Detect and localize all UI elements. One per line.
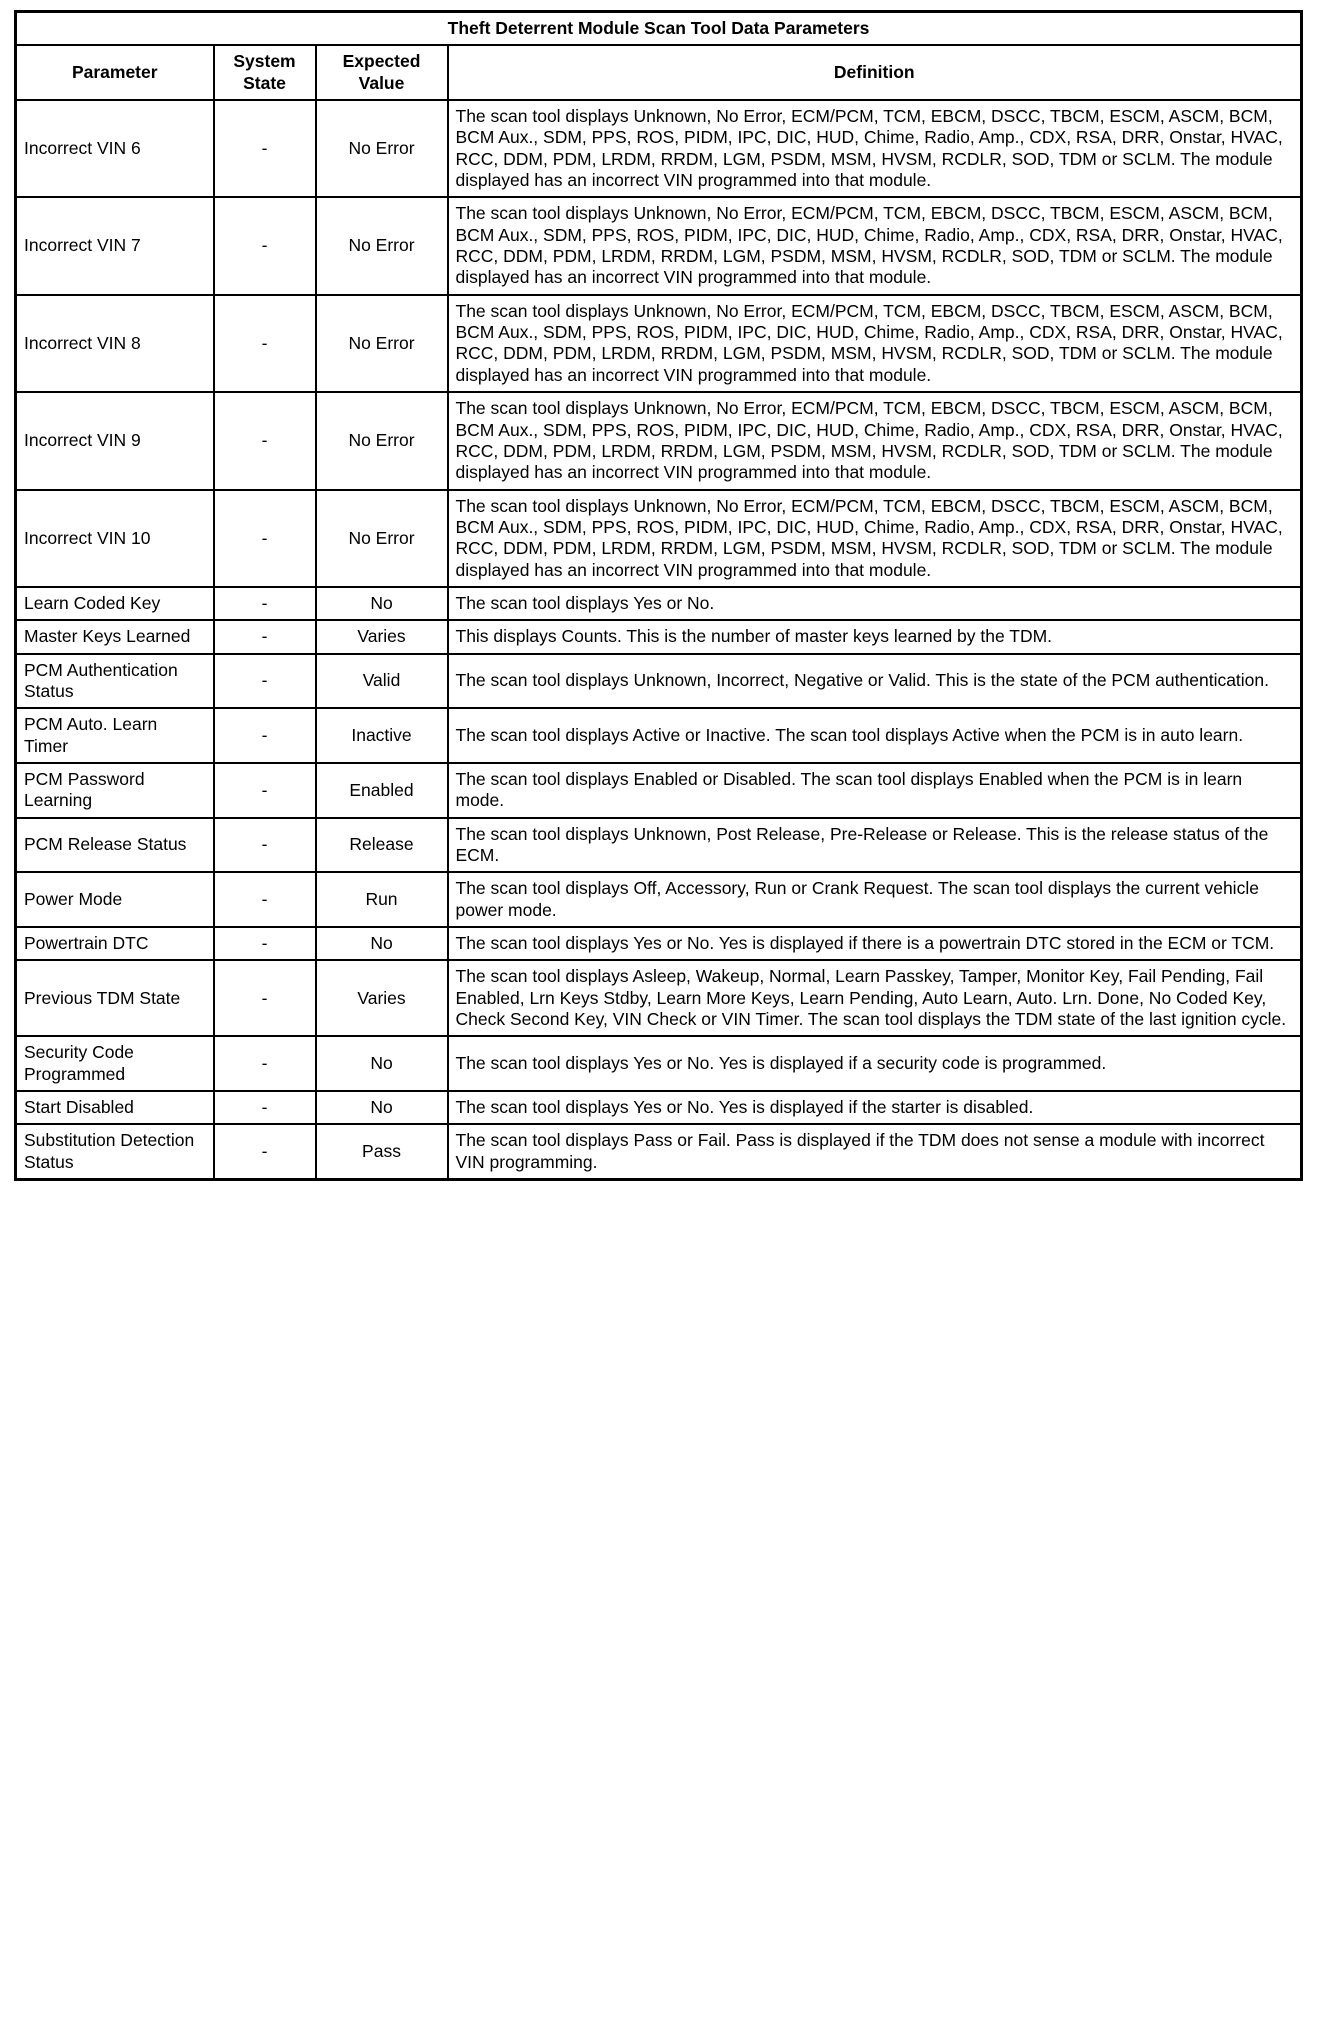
scan-tool-data-parameters-table	[14, 10, 1303, 1181]
header-expected-value-line1: Expected	[342, 51, 421, 72]
cell-expected-value: No	[316, 927, 448, 960]
cell-definition: The scan tool displays Yes or No. Yes is displayed if a security code is programmed.	[448, 1036, 1302, 1091]
header-expected-value	[316, 45, 448, 100]
table-row	[16, 1036, 1302, 1091]
table-row	[16, 654, 1302, 709]
cell-expected-value: Run	[316, 872, 448, 927]
table-row	[16, 818, 1302, 873]
table-row	[16, 100, 1302, 197]
cell-definition: The scan tool displays Unknown, Incorrect, Negative or Valid. This is the state of the PCM authentication.	[448, 654, 1302, 709]
cell-expected-value: No	[316, 587, 448, 620]
cell-system-state: -	[214, 587, 316, 620]
cell-expected-value: No Error	[316, 392, 448, 489]
cell-system-state: -	[214, 490, 316, 587]
cell-system-state: -	[214, 197, 316, 294]
table-row	[16, 587, 1302, 620]
cell-expected-value: No Error	[316, 197, 448, 294]
table-row	[16, 1124, 1302, 1179]
cell-definition: The scan tool displays Off, Accessory, Run or Crank Request. The scan tool displays the current vehicle power mode.	[448, 872, 1302, 927]
table-row	[16, 1091, 1302, 1124]
table-row	[16, 960, 1302, 1036]
cell-system-state: -	[214, 620, 316, 653]
header-system-state-line2: State	[243, 72, 286, 93]
cell-parameter: PCM Authentication Status	[16, 654, 214, 709]
table-row	[16, 872, 1302, 927]
table-row	[16, 490, 1302, 587]
cell-parameter: PCM Auto. Learn Timer	[16, 708, 214, 763]
cell-definition: The scan tool displays Asleep, Wakeup, Normal, Learn Passkey, Tamper, Monitor Key, Fail Pending, Fail Enabled, Lrn Keys Stdby, Learn More Keys, Learn Pending, Auto Learn, Auto. Lrn. Done, No Coded Key, Check Second Key, VIN Check or VIN Timer. The scan tool displays the TDM state of the last ignition cycle.	[448, 960, 1302, 1036]
cell-expected-value: No	[316, 1091, 448, 1124]
table-row	[16, 620, 1302, 653]
cell-parameter: Previous TDM State	[16, 960, 214, 1036]
cell-expected-value: No Error	[316, 100, 448, 197]
header-expected-value-line2: Value	[358, 72, 405, 93]
cell-system-state: -	[214, 1036, 316, 1091]
cell-parameter: Incorrect VIN 8	[16, 295, 214, 392]
header-system-state-line1: System	[233, 51, 296, 72]
cell-definition: The scan tool displays Unknown, No Error, ECM/PCM, TCM, EBCM, DSCC, TBCM, ESCM, ASCM, BCM, BCM Aux., SDM, PPS, ROS, PIDM, IPC, DIC, HUD, Chime, Radio, Amp., CDX, RSA, DRR, Onstar, HVAC, RCC, DDM, PDM, LRDM, RRDM, LGM, PSDM, MSM, HVSM, RCDLR, SOD, TDM or SCLM. The module displayed has an incorrect VIN programmed into that module.	[448, 197, 1302, 294]
cell-parameter: Security Code Programmed	[16, 1036, 214, 1091]
cell-parameter: Powertrain DTC	[16, 927, 214, 960]
cell-definition: The scan tool displays Yes or No. Yes is displayed if the starter is disabled.	[448, 1091, 1302, 1124]
cell-parameter: Substitution Detection Status	[16, 1124, 214, 1179]
cell-expected-value: Valid	[316, 654, 448, 709]
cell-system-state: -	[214, 818, 316, 873]
cell-definition: The scan tool displays Active or Inactive. The scan tool displays Active when the PCM is in auto learn.	[448, 708, 1302, 763]
cell-expected-value: No	[316, 1036, 448, 1091]
table-row	[16, 295, 1302, 392]
cell-parameter: Start Disabled	[16, 1091, 214, 1124]
cell-system-state: -	[214, 100, 316, 197]
cell-expected-value: Varies	[316, 620, 448, 653]
cell-parameter: Power Mode	[16, 872, 214, 927]
cell-system-state: -	[214, 654, 316, 709]
cell-parameter: Incorrect VIN 7	[16, 197, 214, 294]
cell-definition: The scan tool displays Enabled or Disabled. The scan tool displays Enabled when the PCM is in learn mode.	[448, 763, 1302, 818]
cell-system-state: -	[214, 1124, 316, 1179]
cell-system-state: -	[214, 392, 316, 489]
cell-expected-value: Release	[316, 818, 448, 873]
cell-expected-value: No Error	[316, 490, 448, 587]
cell-definition: The scan tool displays Unknown, No Error, ECM/PCM, TCM, EBCM, DSCC, TBCM, ESCM, ASCM, BCM, BCM Aux., SDM, PPS, ROS, PIDM, IPC, DIC, HUD, Chime, Radio, Amp., CDX, RSA, DRR, Onstar, HVAC, RCC, DDM, PDM, LRDM, RRDM, LGM, PSDM, MSM, HVSM, RCDLR, SOD, TDM or SCLM. The module displayed has an incorrect VIN programmed into that module.	[448, 392, 1302, 489]
cell-system-state: -	[214, 1091, 316, 1124]
cell-parameter: Learn Coded Key	[16, 587, 214, 620]
cell-expected-value: Pass	[316, 1124, 448, 1179]
cell-system-state: -	[214, 708, 316, 763]
header-system-state	[214, 45, 316, 100]
table-row	[16, 708, 1302, 763]
cell-system-state: -	[214, 295, 316, 392]
table-body	[16, 12, 1302, 1180]
cell-system-state: -	[214, 960, 316, 1036]
table-row	[16, 927, 1302, 960]
cell-definition: The scan tool displays Unknown, Post Release, Pre-Release or Release. This is the release status of the ECM.	[448, 818, 1302, 873]
cell-definition: The scan tool displays Unknown, No Error, ECM/PCM, TCM, EBCM, DSCC, TBCM, ESCM, ASCM, BCM, BCM Aux., SDM, PPS, ROS, PIDM, IPC, DIC, HUD, Chime, Radio, Amp., CDX, RSA, DRR, Onstar, HVAC, RCC, DDM, PDM, LRDM, RRDM, LGM, PSDM, MSM, HVSM, RCDLR, SOD, TDM or SCLM. The module displayed has an incorrect VIN programmed into that module.	[448, 100, 1302, 197]
cell-definition: The scan tool displays Unknown, No Error, ECM/PCM, TCM, EBCM, DSCC, TBCM, ESCM, ASCM, BCM, BCM Aux., SDM, PPS, ROS, PIDM, IPC, DIC, HUD, Chime, Radio, Amp., CDX, RSA, DRR, Onstar, HVAC, RCC, DDM, PDM, LRDM, RRDM, LGM, PSDM, MSM, HVSM, RCDLR, SOD, TDM or SCLM. The module displayed has an incorrect VIN programmed into that module.	[448, 490, 1302, 587]
cell-definition: The scan tool displays Pass or Fail. Pass is displayed if the TDM does not sense a module with incorrect VIN programming.	[448, 1124, 1302, 1179]
header-definition: Definition	[448, 45, 1302, 100]
table-row	[16, 197, 1302, 294]
header-parameter: Parameter	[16, 45, 214, 100]
cell-expected-value: Inactive	[316, 708, 448, 763]
cell-definition: The scan tool displays Yes or No. Yes is displayed if there is a powertrain DTC stored in the ECM or TCM.	[448, 927, 1302, 960]
table-title-row	[16, 12, 1302, 46]
cell-parameter: Master Keys Learned	[16, 620, 214, 653]
table-row	[16, 392, 1302, 489]
cell-system-state: -	[214, 763, 316, 818]
cell-definition: The scan tool displays Yes or No.	[448, 587, 1302, 620]
cell-parameter: Incorrect VIN 6	[16, 100, 214, 197]
cell-parameter: PCM Password Learning	[16, 763, 214, 818]
cell-parameter: Incorrect VIN 9	[16, 392, 214, 489]
cell-system-state: -	[214, 872, 316, 927]
cell-parameter: PCM Release Status	[16, 818, 214, 873]
cell-definition: This displays Counts. This is the number of master keys learned by the TDM.	[448, 620, 1302, 653]
cell-expected-value: Varies	[316, 960, 448, 1036]
table-title: Theft Deterrent Module Scan Tool Data Parameters	[16, 12, 1302, 46]
cell-expected-value: No Error	[316, 295, 448, 392]
table-row	[16, 763, 1302, 818]
cell-parameter: Incorrect VIN 10	[16, 490, 214, 587]
cell-definition: The scan tool displays Unknown, No Error, ECM/PCM, TCM, EBCM, DSCC, TBCM, ESCM, ASCM, BCM, BCM Aux., SDM, PPS, ROS, PIDM, IPC, DIC, HUD, Chime, Radio, Amp., CDX, RSA, DRR, Onstar, HVAC, RCC, DDM, PDM, LRDM, RRDM, LGM, PSDM, MSM, HVSM, RCDLR, SOD, TDM or SCLM. The module displayed has an incorrect VIN programmed into that module.	[448, 295, 1302, 392]
cell-system-state: -	[214, 927, 316, 960]
table-header-row	[16, 45, 1302, 100]
cell-expected-value: Enabled	[316, 763, 448, 818]
